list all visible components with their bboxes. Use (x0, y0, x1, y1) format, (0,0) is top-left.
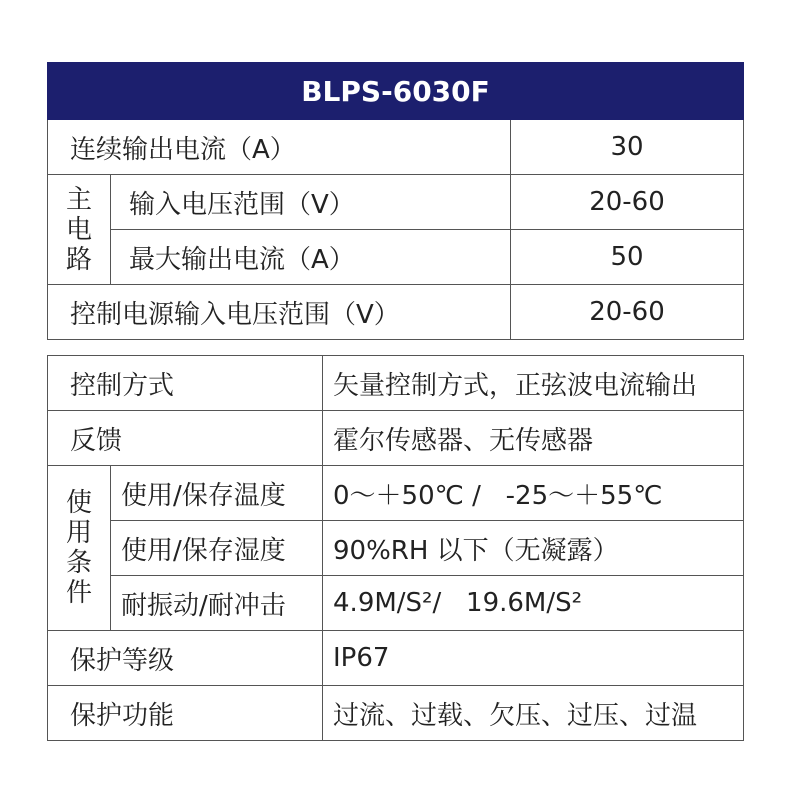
table-row (48, 356, 744, 411)
row-value: 20-60 (511, 285, 744, 340)
group-label-usage-conditions: 使 用 条 件 (48, 466, 111, 631)
general-spec-table (47, 355, 744, 741)
row-label: 控制方式 (48, 356, 323, 411)
row-label: 保护等级 (48, 631, 323, 686)
table-row (48, 576, 744, 631)
table-row (48, 175, 744, 230)
row-value: 0～＋50℃ / -25～＋55℃ (323, 466, 744, 521)
row-value: 4.9M/S²/ 19.6M/S² (323, 576, 744, 631)
table-row (48, 120, 744, 175)
table-row (48, 521, 744, 576)
main-circuit-spec-table (47, 62, 744, 340)
row-label: 连续输出电流（A） (48, 120, 511, 175)
row-value: 90%RH 以下（无凝露） (323, 521, 744, 576)
table-row (48, 466, 744, 521)
table-row (48, 285, 744, 340)
row-value: IP67 (323, 631, 744, 686)
table-row (48, 686, 744, 741)
row-value: 30 (511, 120, 744, 175)
table-header-row (48, 63, 744, 120)
group-label-main-circuit: 主 电 路 (48, 175, 111, 285)
row-label: 输入电压范围（V） (111, 175, 511, 230)
table-row (48, 230, 744, 285)
table-row (48, 411, 744, 466)
row-label: 最大输出电流（A） (111, 230, 511, 285)
row-label: 使用/保存温度 (111, 466, 323, 521)
row-value: 霍尔传感器、无传感器 (323, 411, 744, 466)
row-label: 保护功能 (48, 686, 323, 741)
row-label: 反馈 (48, 411, 323, 466)
model-title: BLPS-6030F (48, 63, 744, 120)
row-label: 使用/保存湿度 (111, 521, 323, 576)
row-value: 矢量控制方式，正弦波电流输出 (323, 356, 744, 411)
row-label: 控制电源输入电压范围（V） (48, 285, 511, 340)
row-value: 20-60 (511, 175, 744, 230)
row-label: 耐振动/耐冲击 (111, 576, 323, 631)
row-value: 过流、过载、欠压、过压、过温 (323, 686, 744, 741)
table-row (48, 631, 744, 686)
row-value: 50 (511, 230, 744, 285)
